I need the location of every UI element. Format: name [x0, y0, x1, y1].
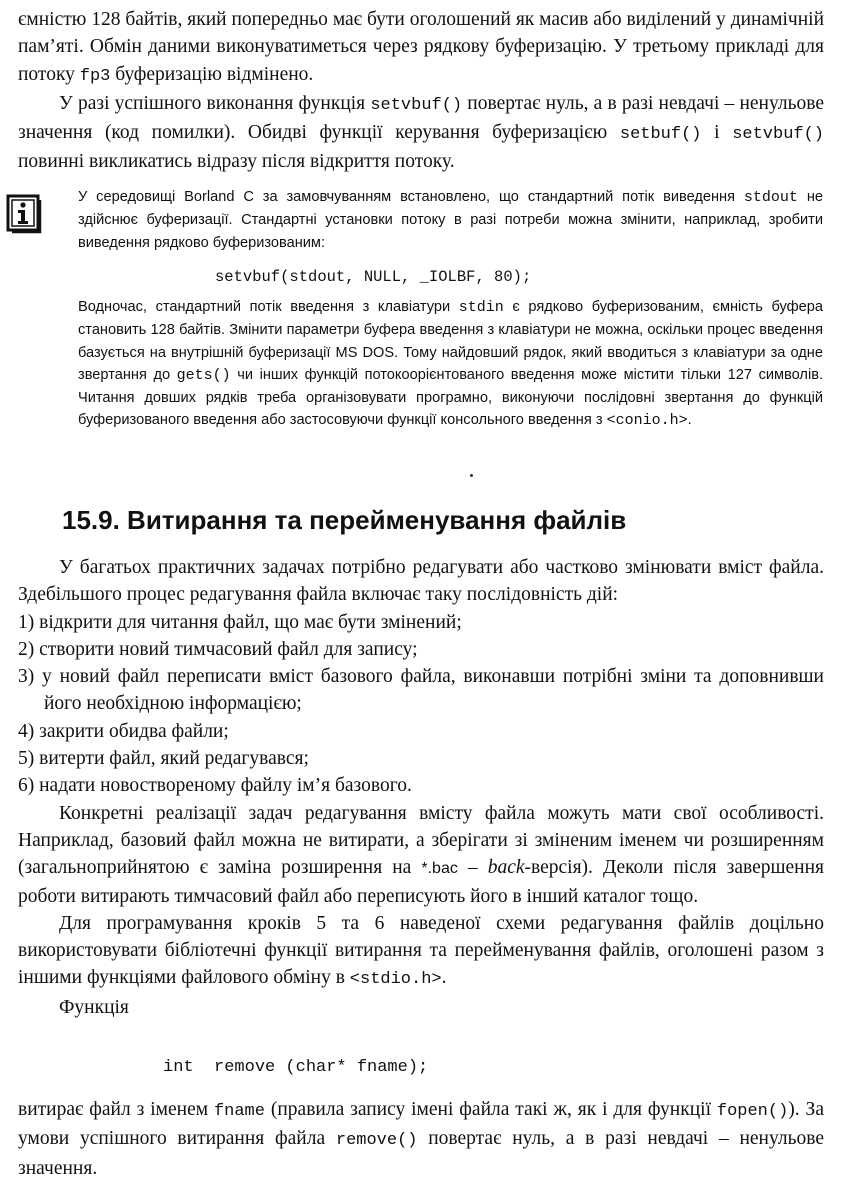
section-heading: 15.9. Витирання та перейменування файлів	[62, 505, 627, 535]
list-item: 1) відкрити для читання файл, що має бути змінений;	[18, 611, 462, 633]
note-paragraph-stdin: Водночас, стандартний потік введення з клавіатури stdin є рядково буферизованим, ємність буфера становить 128 байтів. Змінити параметри буфера введення з клавіатури не можна, оскільки процес введення базується на внутрішній буферизації MS DOS. Тому найдовший рядок, який вводиться з клавіатури за одне звертання до gets() чи інших функцій потокоорієнтованого введення може містити тільки 127 символів. Читання довших рядків треба організовувати програмно, виконуючи послідовні звертання до функцій буферизованого введення або застосовуючи функції консольного введення з <conio.h>.	[78, 299, 824, 430]
paragraph-remove-description: витирає файл з іменем fname (правила запису імені файла такі ж, як і для функції fopen()). За умови успішного витирання файла remove() повертає нуль, а в разі невдачі – ненульове значення.	[18, 1099, 824, 1179]
note-block	[78, 186, 823, 254]
list-item: 5) витерти файл, який редагувався;	[18, 748, 309, 770]
list-item: 3) у новий файл переписати вміст базового файла, виконавши потрібні зміни та доповнивши його необхідною інформацією;	[18, 666, 824, 715]
note-block-2	[78, 296, 823, 433]
section-body-end	[18, 1096, 824, 1182]
remove-signature-code: int remove (char* fname);	[163, 1058, 429, 1077]
speck-dot	[470, 474, 473, 477]
info-icon	[6, 194, 42, 234]
paragraph-library-functions: Для програмування кроків 5 та 6 наведеної схеми редагування файлів доцільно використовувати бібліотечні функції витирання та перейменування файлів, оголошені разом з іншими функціями файлового обміну в <stdio.h>.	[18, 912, 824, 990]
list-item: 4) закрити обидва файли;	[18, 720, 229, 742]
section-body	[18, 554, 824, 1021]
list-item: 2) створити новий тимчасовий файл для запису;	[18, 638, 418, 660]
paragraph-specifics: Конкретні реалізації задач редагування вмісту файла можуть мати свої особливості. Наприклад, базовий файл можна не витирати, а зберігати зі зміненим іменем чи розширенням (загальноприйнятою є заміна розширення на *.bac – back-версія). Деколи після завершення роботи витирають тимчасовий файл або переписують його в інший каталог тощо.	[18, 802, 824, 907]
paragraph-setvbuf-return: У разі успішного виконання функція setvbuf() повертає нуль, а в разі невдачі – ненульове значення (код помилки). Обидві функції керування буферизацією setbuf() і setvbuf() повинні викликатись відразу після відкриття потоку.	[18, 92, 825, 173]
list-item: 6) надати новоствореному файлу ім’я базового.	[18, 775, 412, 797]
note-paragraph-stdout: У середовищі Borland C за замовчуванням встановлено, що стандартний потік виведення stdout не здійснює буферизації. Стандартні установки потоку в разі потреби можна змінити, наприклад, зробити виведення рядково буферизованим:	[78, 189, 824, 251]
note-code-line: setvbuf(stdout, NULL, _IOLBF, 80);	[215, 268, 532, 286]
function-label: Функція	[59, 996, 129, 1018]
top-paragraphs	[18, 6, 824, 176]
paragraph-buffer-capacity: ємністю 128 байтів, який попередньо має бути оголошений як масив або виділений у динамічній пам’яті. Обмін даними виконуватиметься через рядкову буферизацію. У третьому прикладі для потоку fp3 буферизацію відмінено.	[18, 9, 825, 86]
steps-list	[18, 609, 824, 800]
paragraph-intro: У багатьох практичних задачах потрібно редагувати або частково змінювати вміст файла. Здебільшого процес редагування файла включає таку послідовність дій:	[18, 557, 824, 606]
